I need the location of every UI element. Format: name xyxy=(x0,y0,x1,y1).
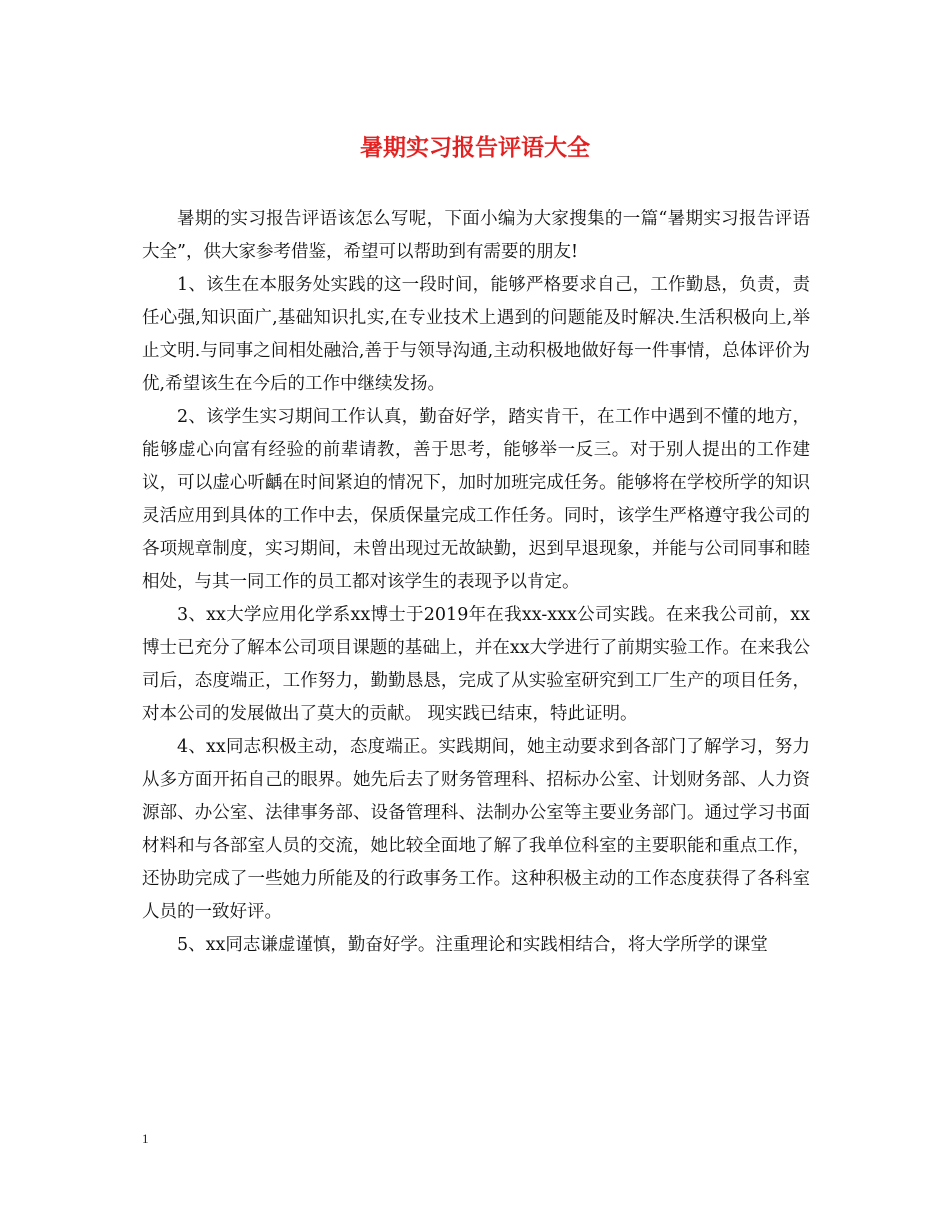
comment-paragraph-4: 4、xx同志积极主动，态度端正。实践期间，她主动要求到各部门了解学习，努力从多方面开拓自己的眼界。她先后去了财务管理科、招标办公室、计划财务部、人力资源部、办公室、法律事务部、设备管理科、法制办公室等主要业务部门。通过学习书面材料和与各部室人员的交流，她比较全面地了解了我单位科室的主要职能和重点工作，还协助完成了一些她力所能及的行政事务工作。这种积极主动的工作态度获得了各科室人员的一致好评。 xyxy=(142,737,810,922)
document-title: 暑期实习报告评语大全 xyxy=(360,134,590,161)
comment-paragraph-3: 3、xx大学应用化学系xx博士于2019年在我xx-xxx公司实践。在来我公司前，xx博士已充分了解本公司项目课题的基础上，并在xx大学进行了前期实验工作。在来我公司后，态度端正，工作努力，勤勤恳恳，完成了从实验室研究到工厂生产的项目任务，对本公司的发展做出了莫大的贡献。 现实践已结束，特此证明。 xyxy=(142,605,810,724)
intro-paragraph: 暑期的实习报告评语该怎么写呢，下面小编为大家搜集的一篇“暑期实习报告评语大全”，供大家参考借鉴，希望可以帮助到有需要的朋友! xyxy=(142,209,810,262)
comment-paragraph-1: 1、该生在本服务处实践的这一段时间，能够严格要求自己，工作勤恳，负责，责任心强,知识面广,基础知识扎实,在专业技术上遇到的问题能及时解决.生活积极向上,举止文明.与同事之间相处融洽,善于与领导沟通,主动积极地做好每一件事情，总体评价为优,希望该生在今后的工作中继续发扬。 xyxy=(142,275,810,394)
document-body xyxy=(142,203,810,962)
comment-paragraph-2: 2、该学生实习期间工作认真，勤奋好学，踏实肯干，在工作中遇到不懂的地方，能够虚心向富有经验的前辈请教，善于思考，能够举一反三。对于别人提出的工作建议，可以虚心听齲在时间紧迫的情况下，加时加班完成任务。能够将在学校所学的知识灵活应用到具体的工作中去，保质保量完成工作任务。同时，该学生严格遵守我公司的各项规章制度，实习期间，未曾出现过无故缺勤，迟到早退现象，并能与公司同事和睦相处，与其一同工作的员工都对该学生的表现予以肯定。 xyxy=(142,407,810,592)
comment-paragraph-5: 5、xx同志谦虚谨慎，勤奋好学。注重理论和实践相结合，将大学所学的课堂 xyxy=(177,935,768,955)
page-number: 1 xyxy=(142,1131,149,1146)
